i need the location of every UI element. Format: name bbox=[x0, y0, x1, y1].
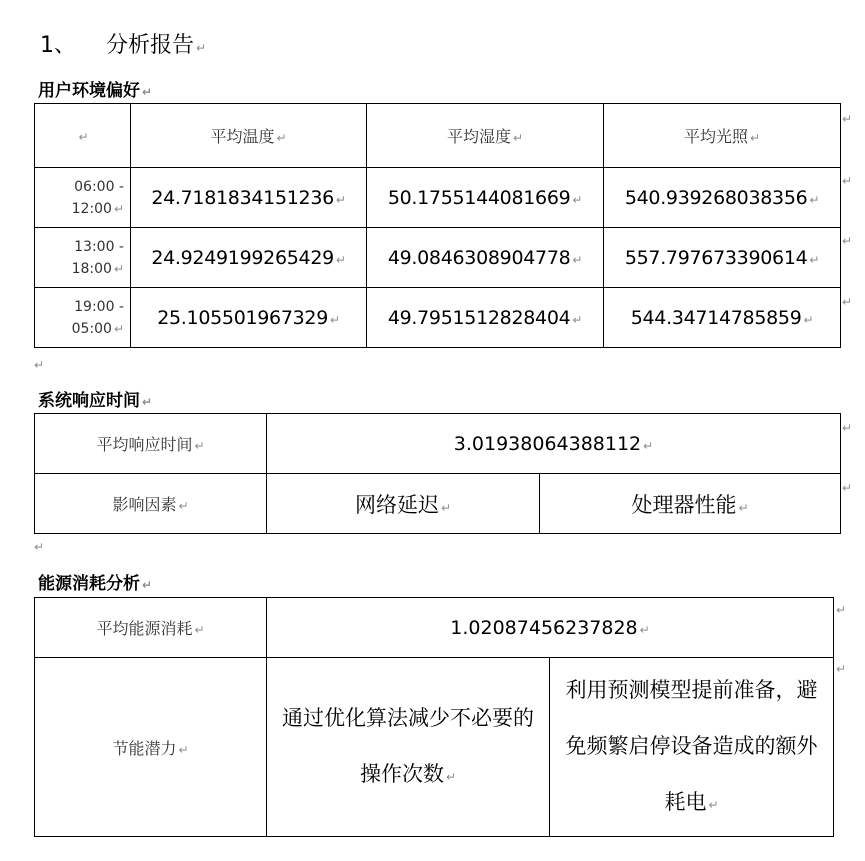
table-row bbox=[35, 168, 841, 228]
paragraph-mark-icon: ↵ bbox=[440, 500, 452, 515]
paragraph-mark-icon: ↵ bbox=[836, 662, 847, 676]
response-section-title bbox=[38, 386, 152, 411]
paragraph-mark-icon: ↵ bbox=[803, 312, 814, 327]
temp-cell: 25.105501967329 ↵ bbox=[131, 288, 367, 348]
saving-potential-2: 利用预测模型提前准备，避免频繁启停设备造成的额外耗电 ↵ bbox=[550, 658, 834, 837]
paragraph-mark-icon: ↵ bbox=[842, 234, 853, 248]
energy-consumption-table bbox=[34, 597, 834, 837]
paragraph-mark-icon: ↵ bbox=[194, 439, 205, 453]
response-time-table bbox=[34, 413, 841, 534]
humidity-cell: 50.1755144081669 ↵ bbox=[367, 168, 604, 228]
paragraph-mark-icon: ↵ bbox=[113, 261, 124, 276]
response-title-text: 系统响应时间 bbox=[38, 391, 140, 411]
paragraph-mark-icon: ↵ bbox=[142, 578, 153, 592]
light-cell: 557.797673390614 ↵ bbox=[604, 228, 841, 288]
energy-title-text: 能源消耗分析 bbox=[38, 574, 140, 594]
paragraph-mark-icon: ↵ bbox=[330, 312, 340, 327]
paragraph-mark-icon: ↵ bbox=[194, 623, 205, 637]
avg-energy-value: 1.02087456237828 ↵ bbox=[267, 598, 834, 658]
paragraph-mark-icon: ↵ bbox=[142, 395, 153, 409]
report-heading bbox=[40, 28, 206, 59]
paragraph-mark-icon: ↵ bbox=[749, 131, 761, 145]
paragraph-mark-icon: ↵ bbox=[196, 41, 207, 55]
paragraph-mark-icon: ↵ bbox=[142, 85, 153, 99]
light-cell: 544.34714785859 ↵ bbox=[604, 288, 841, 348]
paragraph-mark-icon: ↵ bbox=[113, 321, 124, 336]
paragraph-mark-icon: ↵ bbox=[512, 131, 524, 145]
paragraph-mark-icon: ↵ bbox=[643, 438, 654, 453]
avg-response-value: 3.01938064388112 ↵ bbox=[267, 414, 841, 474]
paragraph-mark-icon: ↵ bbox=[809, 192, 820, 207]
paragraph-mark-icon: ↵ bbox=[335, 252, 346, 267]
paragraph-mark-icon: ↵ bbox=[708, 797, 719, 812]
light-cell: 540.939268038356 ↵ bbox=[604, 168, 841, 228]
paragraph-mark-icon: ↵ bbox=[639, 622, 650, 637]
avg-energy-label: 平均能源消耗 ↵ bbox=[35, 598, 267, 658]
header-cell-temp: 平均温度 ↵ bbox=[131, 104, 367, 168]
paragraph-mark-icon: ↵ bbox=[842, 481, 853, 495]
time-range-cell: 19:00 - 05:00 ↵ bbox=[35, 288, 131, 348]
humidity-cell: 49.0846308904778 ↵ bbox=[367, 228, 604, 288]
paragraph-mark-icon: ↵ bbox=[178, 499, 189, 513]
time-range-cell: 13:00 - 18:00 ↵ bbox=[35, 228, 131, 288]
humidity-cell: 49.7951512828404 ↵ bbox=[367, 288, 604, 348]
paragraph-mark-icon: ↵ bbox=[113, 201, 124, 216]
table-row bbox=[35, 474, 841, 534]
env-title-text: 用户环境偏好 bbox=[38, 81, 140, 101]
factor-label: 影响因素 ↵ bbox=[35, 474, 267, 534]
header-cell-empty bbox=[35, 104, 131, 168]
env-section-title bbox=[38, 76, 152, 101]
paragraph-mark-icon: ↵ bbox=[809, 252, 820, 267]
temp-cell: 24.7181834151236 ↵ bbox=[131, 168, 367, 228]
time-range-cell: 06:00 - 12:00 ↵ bbox=[35, 168, 131, 228]
paragraph-mark-icon: ↵ bbox=[178, 742, 189, 757]
paragraph-mark-icon: ↵ bbox=[836, 603, 847, 617]
heading-number: 1、 bbox=[40, 33, 76, 58]
table-row bbox=[35, 228, 841, 288]
table-row bbox=[35, 598, 834, 658]
paragraph-mark-icon: ↵ bbox=[276, 131, 287, 145]
paragraph-mark-icon: ↵ bbox=[842, 112, 853, 126]
table-row bbox=[35, 658, 834, 837]
saving-potential-1: 通过优化算法减少不必要的操作次数 ↵ bbox=[267, 658, 550, 837]
table-header-row bbox=[35, 104, 841, 168]
header-cell-light: 平均光照 ↵ bbox=[604, 104, 841, 168]
temp-cell: 24.9249199265429 ↵ bbox=[131, 228, 367, 288]
factor-network: 网络延迟 ↵ bbox=[267, 474, 540, 534]
paragraph-mark-icon: ↵ bbox=[78, 130, 89, 144]
table-row bbox=[35, 414, 841, 474]
factor-processor: 处理器性能 ↵ bbox=[540, 474, 841, 534]
header-cell-humidity: 平均湿度 ↵ bbox=[367, 104, 604, 168]
energy-section-title bbox=[38, 569, 152, 594]
paragraph-mark-icon: ↵ bbox=[842, 174, 853, 188]
heading-title: 分析报告 bbox=[106, 33, 195, 58]
paragraph-mark-icon: ↵ bbox=[572, 312, 583, 327]
paragraph-mark-icon: ↵ bbox=[572, 252, 583, 267]
env-preference-table bbox=[34, 103, 841, 348]
avg-response-label: 平均响应时间 ↵ bbox=[35, 414, 267, 474]
table-row bbox=[35, 288, 841, 348]
paragraph-mark-icon: ↵ bbox=[335, 192, 346, 207]
paragraph-mark-icon: ↵ bbox=[445, 769, 457, 784]
paragraph-mark-icon: ↵ bbox=[842, 295, 853, 309]
paragraph-mark-icon: ↵ bbox=[842, 421, 853, 435]
paragraph-mark-icon: ↵ bbox=[34, 540, 45, 554]
paragraph-mark-icon: ↵ bbox=[738, 500, 749, 515]
paragraph-mark-icon: ↵ bbox=[34, 358, 45, 372]
saving-potential-label: 节能潜力 ↵ bbox=[35, 658, 267, 837]
paragraph-mark-icon: ↵ bbox=[572, 192, 583, 207]
